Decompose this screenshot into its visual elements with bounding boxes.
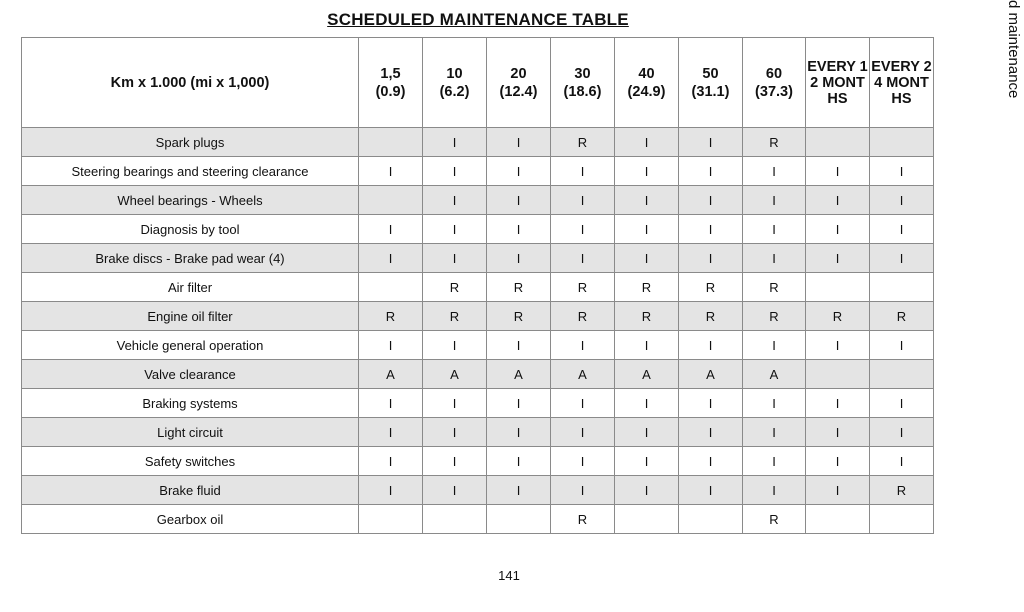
section-side-label: d maintenance xyxy=(1005,0,1022,99)
maintenance-table-body xyxy=(22,128,934,534)
maintenance-item: Diagnosis by tool xyxy=(22,215,359,244)
maintenance-cell: A xyxy=(359,360,423,389)
maintenance-cell: A xyxy=(551,360,615,389)
maintenance-cell: I xyxy=(423,331,487,360)
header-km: 60 xyxy=(765,65,783,82)
maintenance-cell: R xyxy=(743,505,806,534)
maintenance-item: Steering bearings and steering clearance xyxy=(22,157,359,186)
maintenance-cell: I xyxy=(551,389,615,418)
maintenance-cell: R xyxy=(551,273,615,302)
maintenance-cell: R xyxy=(679,273,743,302)
maintenance-item: Braking systems xyxy=(22,389,359,418)
maintenance-cell: I xyxy=(359,215,423,244)
maintenance-cell: R xyxy=(551,505,615,534)
maintenance-cell: I xyxy=(615,186,679,215)
maintenance-item: Light circuit xyxy=(22,418,359,447)
maintenance-cell: I xyxy=(870,215,934,244)
maintenance-cell: I xyxy=(423,215,487,244)
header-km: 40 xyxy=(638,65,655,82)
maintenance-cell xyxy=(870,128,934,157)
maintenance-cell: I xyxy=(423,157,487,186)
maintenance-cell: I xyxy=(870,186,934,215)
maintenance-item: Vehicle general operation xyxy=(22,331,359,360)
maintenance-cell: R xyxy=(679,302,743,331)
maintenance-cell: R xyxy=(487,302,551,331)
maintenance-cell: R xyxy=(423,273,487,302)
table-row xyxy=(22,186,934,215)
maintenance-cell: R xyxy=(615,302,679,331)
maintenance-cell: I xyxy=(423,418,487,447)
table-row xyxy=(22,128,934,157)
maintenance-cell: I xyxy=(487,244,551,273)
maintenance-cell: I xyxy=(487,418,551,447)
maintenance-cell: I xyxy=(615,128,679,157)
maintenance-cell: I xyxy=(615,215,679,244)
maintenance-cell xyxy=(359,128,423,157)
maintenance-cell: R xyxy=(870,476,934,505)
maintenance-cell: R xyxy=(743,128,806,157)
maintenance-cell: I xyxy=(615,389,679,418)
maintenance-cell: I xyxy=(806,157,870,186)
maintenance-cell: I xyxy=(679,418,743,447)
table-row xyxy=(22,157,934,186)
maintenance-cell: I xyxy=(870,157,934,186)
table-row xyxy=(22,418,934,447)
table-row xyxy=(22,476,934,505)
maintenance-cell: I xyxy=(679,476,743,505)
maintenance-item: Engine oil filter xyxy=(22,302,359,331)
maintenance-cell: I xyxy=(551,331,615,360)
maintenance-cell: I xyxy=(551,418,615,447)
maintenance-cell: I xyxy=(423,476,487,505)
maintenance-cell: I xyxy=(487,476,551,505)
maintenance-cell: I xyxy=(423,128,487,157)
maintenance-cell: I xyxy=(679,447,743,476)
maintenance-item: Brake discs - Brake pad wear (4) xyxy=(22,244,359,273)
maintenance-item: Wheel bearings - Wheels xyxy=(22,186,359,215)
header-mi: (37.3) xyxy=(755,83,793,100)
header-km: 50 xyxy=(702,65,719,82)
maintenance-cell: I xyxy=(870,331,934,360)
maintenance-cell: I xyxy=(423,389,487,418)
maintenance-cell: I xyxy=(743,476,806,505)
maintenance-cell xyxy=(870,360,934,389)
maintenance-cell: I xyxy=(487,157,551,186)
maintenance-cell: A xyxy=(743,360,806,389)
maintenance-cell xyxy=(359,273,423,302)
maintenance-cell: I xyxy=(359,447,423,476)
maintenance-cell: I xyxy=(679,128,743,157)
header-row xyxy=(22,38,934,128)
maintenance-cell: I xyxy=(743,418,806,447)
maintenance-cell: I xyxy=(743,215,806,244)
maintenance-cell xyxy=(679,505,743,534)
table-row xyxy=(22,244,934,273)
maintenance-cell: I xyxy=(806,331,870,360)
maintenance-cell: I xyxy=(615,476,679,505)
maintenance-cell: I xyxy=(615,447,679,476)
maintenance-cell: I xyxy=(359,389,423,418)
maintenance-cell: R xyxy=(615,273,679,302)
maintenance-cell: I xyxy=(870,418,934,447)
maintenance-cell: I xyxy=(870,389,934,418)
maintenance-item: Valve clearance xyxy=(22,360,359,389)
table-row xyxy=(22,331,934,360)
maintenance-cell: I xyxy=(743,244,806,273)
maintenance-cell: I xyxy=(806,476,870,505)
maintenance-cell xyxy=(806,505,870,534)
header-km: 20 xyxy=(510,65,527,82)
header-km: 10 xyxy=(446,65,463,82)
maintenance-cell xyxy=(806,273,870,302)
maintenance-cell: I xyxy=(743,186,806,215)
maintenance-cell: I xyxy=(487,447,551,476)
maintenance-cell xyxy=(870,505,934,534)
maintenance-cell: R xyxy=(743,273,806,302)
maintenance-cell: I xyxy=(487,186,551,215)
header-mi: (6.2) xyxy=(439,83,470,100)
maintenance-cell xyxy=(870,273,934,302)
table-row xyxy=(22,505,934,534)
maintenance-cell: I xyxy=(551,447,615,476)
maintenance-cell: I xyxy=(679,157,743,186)
table-row xyxy=(22,273,934,302)
maintenance-cell: I xyxy=(615,418,679,447)
table-row xyxy=(22,215,934,244)
maintenance-cell xyxy=(423,505,487,534)
maintenance-item: Air filter xyxy=(22,273,359,302)
maintenance-item: Safety switches xyxy=(22,447,359,476)
maintenance-cell: R xyxy=(423,302,487,331)
maintenance-item: Brake fluid xyxy=(22,476,359,505)
table-row xyxy=(22,389,934,418)
maintenance-cell: I xyxy=(806,389,870,418)
maintenance-cell: I xyxy=(487,128,551,157)
header-mi: (31.1) xyxy=(691,83,730,100)
maintenance-cell: I xyxy=(806,244,870,273)
maintenance-cell: I xyxy=(870,447,934,476)
table-row xyxy=(22,360,934,389)
maintenance-cell: I xyxy=(615,157,679,186)
maintenance-cell xyxy=(359,505,423,534)
maintenance-cell: R xyxy=(806,302,870,331)
header-mi: (18.6) xyxy=(563,83,602,100)
maintenance-cell: I xyxy=(679,244,743,273)
maintenance-cell: A xyxy=(423,360,487,389)
maintenance-cell: I xyxy=(679,186,743,215)
table-row xyxy=(22,447,934,476)
maintenance-cell: I xyxy=(551,215,615,244)
header-mi: (0.9) xyxy=(375,83,406,100)
header-interval xyxy=(743,38,806,128)
table-row xyxy=(22,302,934,331)
maintenance-cell: I xyxy=(806,215,870,244)
maintenance-cell: I xyxy=(615,331,679,360)
maintenance-cell: I xyxy=(423,186,487,215)
maintenance-cell: I xyxy=(743,331,806,360)
header-mi: (12.4) xyxy=(499,83,538,100)
maintenance-cell: I xyxy=(359,157,423,186)
header-interval xyxy=(679,38,743,128)
maintenance-cell: I xyxy=(359,476,423,505)
header-interval xyxy=(615,38,679,128)
maintenance-cell: I xyxy=(359,331,423,360)
maintenance-cell: I xyxy=(679,331,743,360)
maintenance-cell: I xyxy=(423,447,487,476)
maintenance-cell xyxy=(806,128,870,157)
maintenance-cell: R xyxy=(551,302,615,331)
maintenance-cell xyxy=(615,505,679,534)
maintenance-cell: A xyxy=(487,360,551,389)
header-interval xyxy=(359,38,423,128)
maintenance-item: Spark plugs xyxy=(22,128,359,157)
header-every-12-months: EVERY 12 MONTHS xyxy=(806,38,870,128)
maintenance-cell: I xyxy=(551,244,615,273)
maintenance-cell: I xyxy=(487,331,551,360)
maintenance-cell: I xyxy=(870,244,934,273)
maintenance-cell: R xyxy=(551,128,615,157)
page-title: SCHEDULED MAINTENANCE TABLE xyxy=(327,10,629,29)
maintenance-cell xyxy=(806,360,870,389)
maintenance-cell: I xyxy=(743,157,806,186)
header-km: 30 xyxy=(574,65,591,82)
page-number: 141 xyxy=(498,568,520,583)
maintenance-cell: I xyxy=(806,418,870,447)
header-km: 1,5 xyxy=(380,65,401,82)
maintenance-cell: I xyxy=(806,186,870,215)
maintenance-cell: I xyxy=(423,244,487,273)
maintenance-cell: I xyxy=(487,389,551,418)
maintenance-cell: R xyxy=(743,302,806,331)
maintenance-cell: R xyxy=(870,302,934,331)
maintenance-cell: I xyxy=(806,447,870,476)
maintenance-cell: I xyxy=(743,447,806,476)
maintenance-cell: A xyxy=(679,360,743,389)
header-distance: Km x 1.000 (mi x 1,000) xyxy=(22,38,359,128)
maintenance-cell: I xyxy=(679,389,743,418)
header-mi: (24.9) xyxy=(627,83,666,100)
maintenance-cell: I xyxy=(615,244,679,273)
maintenance-cell: I xyxy=(551,157,615,186)
header-interval xyxy=(551,38,615,128)
maintenance-table xyxy=(21,37,934,534)
maintenance-cell: I xyxy=(743,389,806,418)
header-every-24-months: EVERY 24 MONTHS xyxy=(870,38,934,128)
maintenance-cell: I xyxy=(551,186,615,215)
maintenance-cell: I xyxy=(679,215,743,244)
maintenance-cell: R xyxy=(487,273,551,302)
maintenance-cell: I xyxy=(487,215,551,244)
maintenance-cell: I xyxy=(359,244,423,273)
maintenance-cell: I xyxy=(359,418,423,447)
maintenance-cell: R xyxy=(359,302,423,331)
maintenance-cell: A xyxy=(615,360,679,389)
maintenance-cell xyxy=(359,186,423,215)
maintenance-item: Gearbox oil xyxy=(22,505,359,534)
maintenance-cell: I xyxy=(551,476,615,505)
maintenance-cell xyxy=(487,505,551,534)
header-interval xyxy=(487,38,551,128)
header-interval xyxy=(423,38,487,128)
